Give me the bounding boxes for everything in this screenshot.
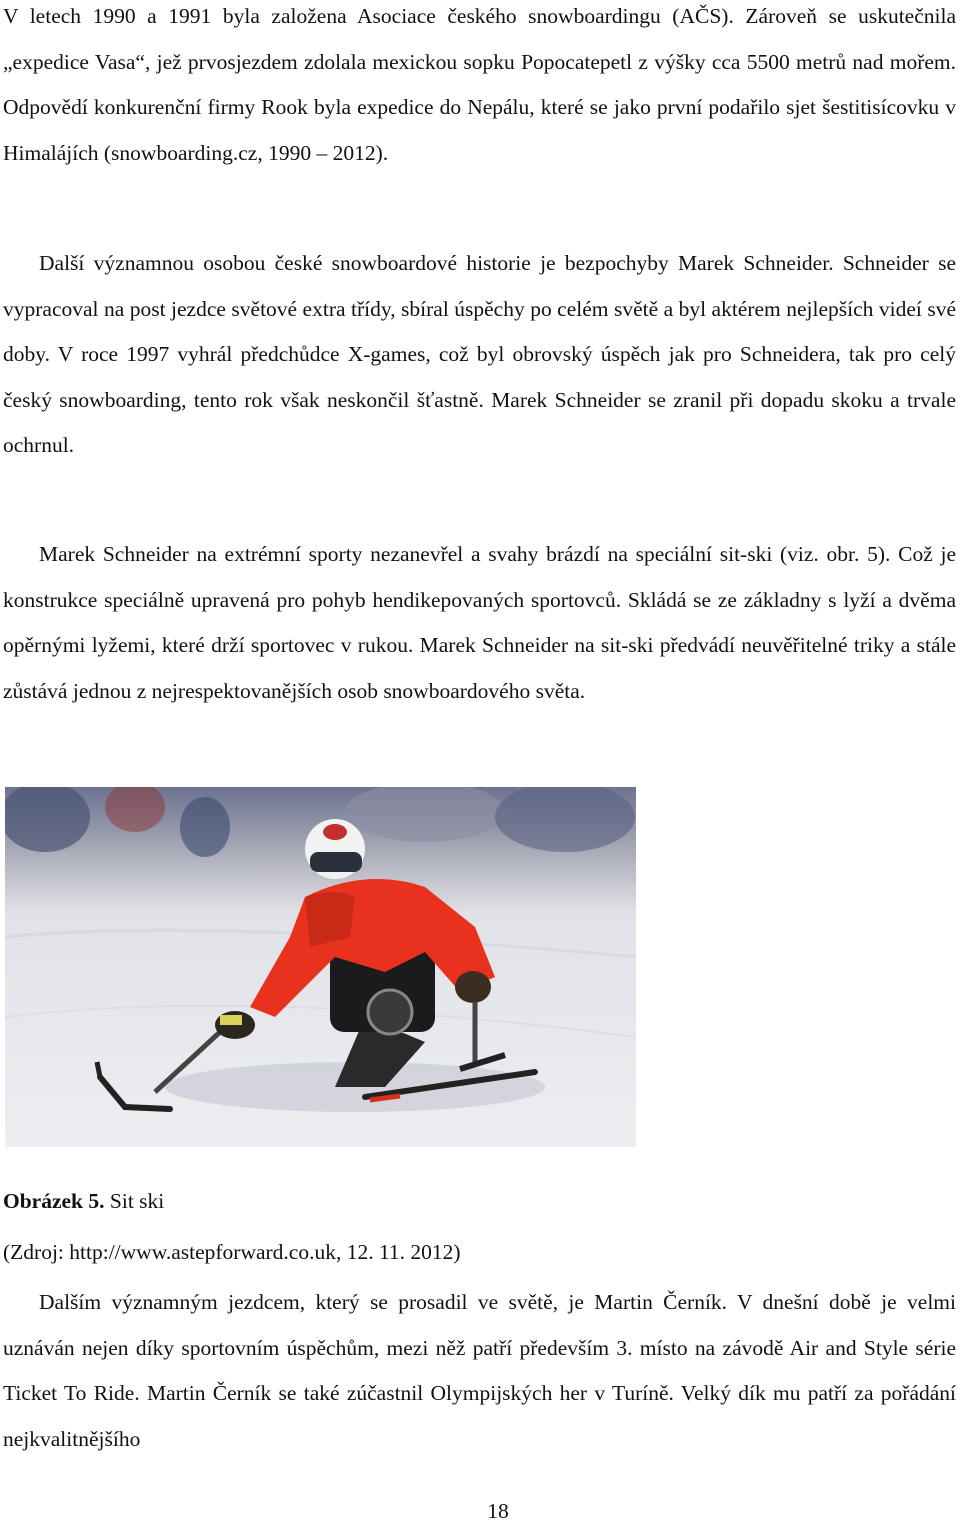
caption-text: Sit ski: [104, 1189, 165, 1213]
figure-caption: [3, 1187, 164, 1215]
paragraph-marek-schneider: Další významnou osobou české snowboardové historie je bezpochyby Marek Schneider. Schneider se vypracoval na post jezdce světové extra třídy, sbíral úspěchy po celém světě a byl aktérem nejlepších videí své doby. V roce 1997 vyhrál předchůdce X-games, což byl obrovský úspěch jak pro Schneidera, tak pro celý český snowboarding, tento rok však neskončil šťastně. Marek Schneider se zranil při dopadu skoku a trvale ochrnul.: [3, 251, 956, 457]
sit-ski-photo: [5, 787, 636, 1147]
paragraph-asociace: V letech 1990 a 1991 byla založena Asociace českého snowboardingu (AČS). Zároveň se uskutečnila „expedice Vasa“, jež prvosjezdem zdolala mexickou sopku Popocatepetl z výšky cca 5500 metrů nad mořem. Odpovědí konkurenční firmy Rook byla expedice do Nepálu, které se jako první podařilo sjet šestitisícovku v Himalájích (snowboarding.cz, 1990 – 2012).: [3, 4, 956, 165]
figure-source: (Zdroj: http://www.astepforward.co.uk, 12. 11. 2012): [3, 1240, 461, 1264]
page-number: 18: [487, 1499, 509, 1523]
paragraph-martin-cernik: Dalším významným jezdcem, který se prosadil ve světě, je Martin Černík. V dnešní době je velmi uznáván nejen díky sportovním úspěchům, mezi něž patří především 3. místo na závodě Air and Style série Ticket To Ride. Martin Černík se také zúčastnil Olympijských her v Turíně. Velký dík mu patří za pořádání nejkvalitnějšího: [3, 1290, 956, 1451]
paragraph-sit-ski: Marek Schneider na extrémní sporty nezanevřel a svahy brázdí na speciální sit-ski (viz. obr. 5). Což je konstrukce speciálně upravená pro pohyb hendikepovaných sportovců. Skládá se ze základny s lyží a dvěma opěrnými lyžemi, které drží sportovec v rukou. Marek Schneider na sit-ski předvádí neuvěřitelné triky a stále zůstává jednou z nejrespektovanějších osob snowboardového světa.: [3, 542, 956, 703]
caption-label: Obrázek 5.: [3, 1189, 105, 1213]
